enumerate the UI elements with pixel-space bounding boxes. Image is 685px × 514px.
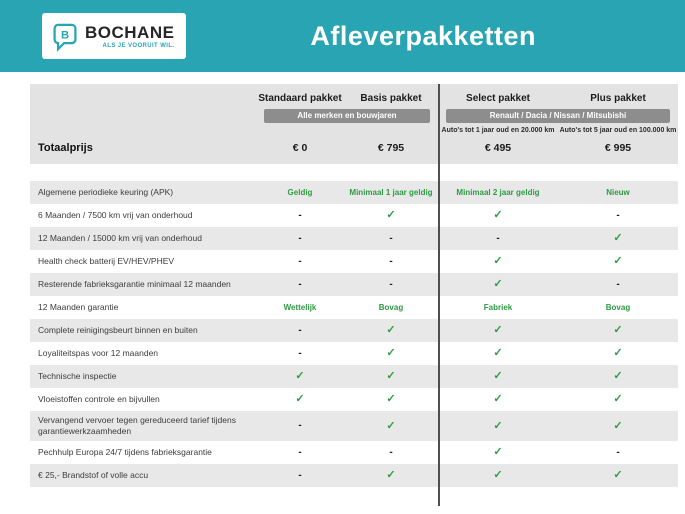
table-row	[30, 273, 678, 296]
table-body	[30, 181, 678, 487]
table-cell: ✓	[493, 419, 503, 432]
select-age-note: Auto's tot 1 jaar oud en 20.000 km	[441, 126, 555, 134]
column-header-standaard: Standaard pakket	[258, 93, 342, 104]
table-cell: -	[389, 278, 393, 290]
column-group-divider	[438, 84, 440, 506]
table-row	[30, 204, 678, 227]
table-cell: ✓	[613, 393, 623, 405]
svg-text:B: B	[60, 29, 70, 42]
brand-badge-row	[30, 107, 678, 123]
table-cell: ✓	[386, 324, 396, 336]
package-comparison-table	[30, 84, 678, 487]
brands-badge-all: Alle merken en bouwjaren	[264, 109, 430, 123]
feature-label: 12 Maanden / 15000 km vrij van onderhoud	[38, 232, 202, 243]
feature-label: € 25,- Brandstof of volle accu	[38, 470, 149, 481]
table-cell: -	[389, 255, 393, 267]
table-cell: ✓	[493, 370, 503, 382]
logo-tagline: ALS JE VOORUIT WIL.	[102, 43, 175, 49]
header-bar	[0, 0, 685, 72]
table-cell: -	[298, 446, 302, 458]
table-cell: ✓	[386, 347, 396, 359]
column-header-basis: Basis pakket	[360, 93, 422, 104]
total-price-label: Totaalprijs	[38, 141, 93, 154]
table-row	[30, 227, 678, 250]
table-cell: -	[298, 278, 302, 290]
table-cell: Wettelijk	[283, 302, 317, 312]
plus-age-note: Auto's tot 5 jaar oud en 100.000 km	[559, 126, 677, 134]
table-cell: Geldig	[287, 187, 313, 197]
table-cell: ✓	[386, 419, 396, 432]
price-select: € 495	[484, 141, 512, 154]
table-cell: ✓	[613, 232, 623, 244]
table-cell: Bovag	[605, 302, 631, 312]
table-row	[30, 441, 678, 464]
price-plus: € 995	[604, 141, 632, 154]
table-row	[30, 342, 678, 365]
feature-label: Loyaliteitspas voor 12 maanden	[38, 347, 159, 358]
table-cell: -	[616, 446, 620, 458]
bochane-logo	[42, 13, 186, 59]
feature-label: Resterende fabrieksgarantie minimaal 12 maanden	[38, 278, 231, 289]
table-cell: -	[298, 420, 302, 432]
feature-label: 6 Maanden / 7500 km vrij van onderhoud	[38, 209, 193, 220]
table-cell: -	[616, 278, 620, 290]
column-header-select: Select pakket	[466, 93, 530, 104]
table-cell: Nieuw	[606, 187, 630, 197]
table-cell: -	[616, 209, 620, 221]
table-cell: ✓	[493, 278, 503, 290]
column-header-plus: Plus pakket	[590, 93, 646, 104]
table-row	[30, 365, 678, 388]
table-cell: ✓	[295, 393, 305, 405]
column-header-row	[30, 87, 678, 107]
table-cell: -	[298, 209, 302, 221]
age-note-row	[30, 123, 678, 134]
table-cell: ✓	[386, 469, 396, 482]
table-cell: ✓	[613, 324, 623, 336]
bochane-logo-icon	[52, 22, 78, 52]
table-cell: ✓	[493, 347, 503, 359]
feature-label: 12 Maanden garantie	[38, 301, 119, 312]
table-cell: ✓	[493, 446, 503, 459]
table-row	[30, 250, 678, 273]
table-cell: ✓	[493, 393, 503, 405]
feature-label: Technische inspectie	[38, 370, 117, 381]
table-cell: ✓	[295, 370, 305, 382]
table-cell: -	[298, 232, 302, 244]
table-cell: Bovag	[378, 302, 404, 312]
table-cell: -	[298, 255, 302, 267]
logo-name: BOCHANE	[85, 23, 175, 42]
feature-label: Complete reinigingsbeurt binnen en buiten	[38, 324, 198, 335]
page-title: Afleverpakketten	[310, 20, 537, 51]
table-cell: Fabriek	[483, 302, 513, 312]
price-basis: € 795	[377, 141, 405, 154]
table-cell: Minimaal 2 jaar geldig	[456, 187, 540, 197]
table-row	[30, 296, 678, 319]
table-cell: -	[298, 347, 302, 359]
table-cell: ✓	[493, 469, 503, 482]
table-header	[30, 84, 678, 164]
table-cell: ✓	[613, 370, 623, 382]
feature-label: Vloeistoffen controle en bijvullen	[38, 393, 160, 404]
table-cell: ✓	[386, 370, 396, 382]
table-cell: -	[298, 469, 302, 481]
table-cell: -	[496, 232, 500, 244]
table-cell: -	[298, 324, 302, 336]
table-cell: ✓	[493, 255, 503, 267]
table-row	[30, 319, 678, 342]
table-cell: ✓	[613, 255, 623, 267]
table-cell: ✓	[386, 393, 396, 405]
table-row	[30, 411, 678, 441]
table-row	[30, 181, 678, 204]
table-cell: -	[389, 446, 393, 458]
price-standaard: € 0	[292, 141, 308, 154]
table-cell: ✓	[613, 419, 623, 432]
table-cell: ✓	[386, 209, 396, 221]
feature-label: Pechhulp Europa 24/7 tijdens fabrieksgarantie	[38, 447, 212, 458]
logo-text	[85, 24, 174, 49]
table-cell: -	[389, 232, 393, 244]
table-cell: Minimaal 1 jaar geldig	[349, 187, 433, 197]
feature-label: Health check batterij EV/HEV/PHEV	[38, 255, 175, 266]
table-cell: ✓	[493, 324, 503, 336]
table-cell: ✓	[613, 469, 623, 482]
table-row	[30, 388, 678, 411]
feature-label: Vervangend vervoer tegen gereduceerd tarief tijdens garantiewerkzaamheden	[38, 415, 236, 437]
feature-label: Algemene periodieke keuring (APK)	[38, 186, 174, 197]
total-price-row	[30, 137, 678, 158]
table-row	[30, 464, 678, 487]
table-cell: ✓	[493, 209, 503, 221]
table-cell: ✓	[613, 347, 623, 359]
brands-badge-renault-group: Renault / Dacia / Nissan / Mitsubishi	[446, 109, 670, 123]
